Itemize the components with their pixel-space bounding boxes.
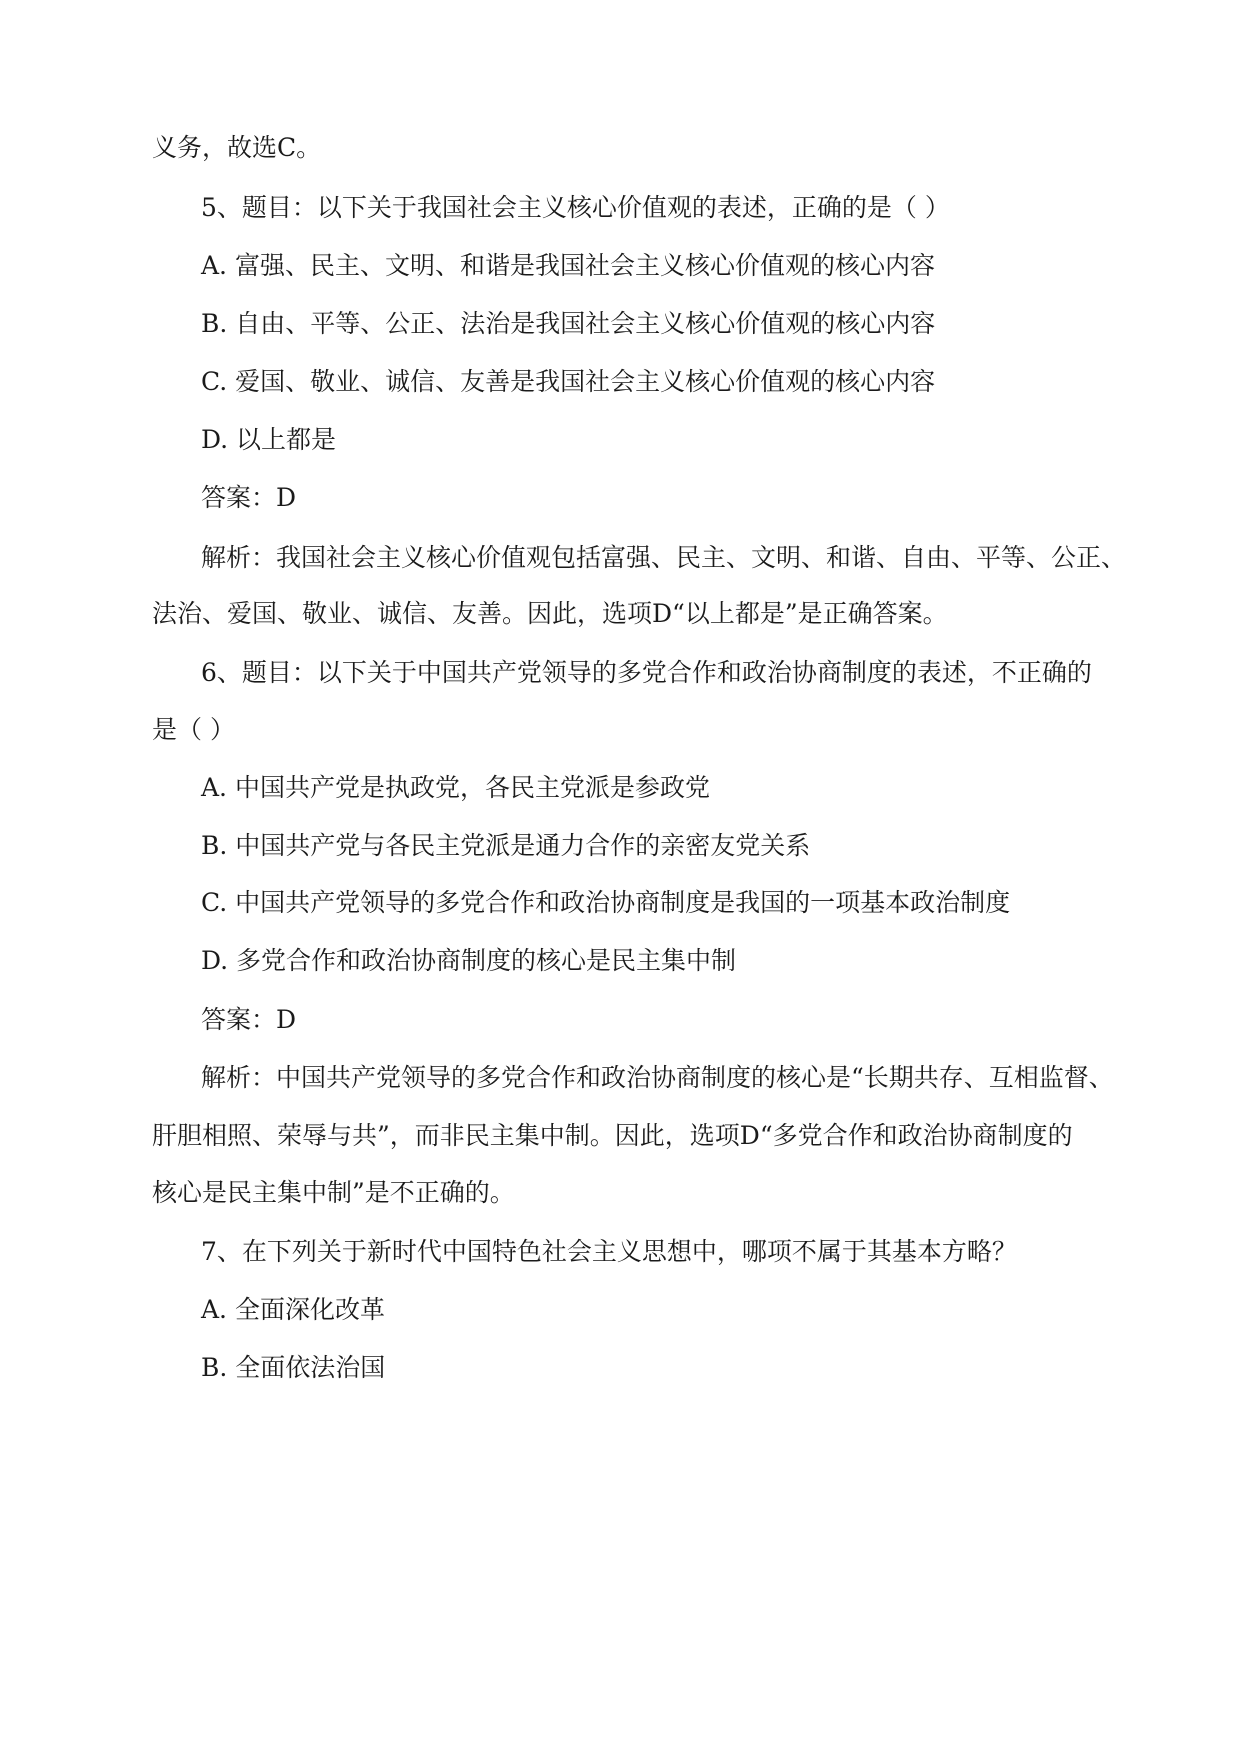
question-6-explanation-line-3: 核心是民主集中制”是不正确的。 (152, 1178, 515, 1207)
question-6-option-c: C. 中国共产党领导的多党合作和政治协商制度是我国的一项基本政治制度 (201, 888, 1011, 917)
question-5-option-b: B. 自由、平等、公正、法治是我国社会主义核心价值观的核心内容 (201, 309, 936, 338)
question-6-option-b: B. 中国共产党与各民主党派是通力合作的亲密友党关系 (201, 831, 811, 860)
question-5-explanation-line-1: 解析：我国社会主义核心价值观包括富强、民主、文明、和谐、自由、平等、公正、 (201, 543, 1127, 572)
question-6-answer: 答案：D (201, 1005, 297, 1034)
question-7-stem: 7、在下列关于新时代中国特色社会主义思想中，哪项不属于其基本方略？ (201, 1237, 1017, 1266)
question-6-option-a: A. 中国共产党是执政党，各民主党派是参政党 (201, 773, 710, 802)
question-6-option-d: D. 多党合作和政治协商制度的核心是民主集中制 (201, 946, 737, 975)
question-5-option-a: A. 富强、民主、文明、和谐是我国社会主义核心价值观的核心内容 (201, 251, 935, 280)
question-5-answer: 答案：D (201, 483, 297, 512)
question-7-option-b: B. 全面依法治国 (201, 1353, 386, 1382)
question-6-explanation-line-2: 肝胆相照、荣辱与共”，而非民主集中制。因此，选项D“多党合作和政治协商制度的 (152, 1121, 1073, 1150)
question-5-option-c: C. 爱国、敬业、诚信、友善是我国社会主义核心价值观的核心内容 (201, 367, 936, 396)
question-5-stem: 5、题目：以下关于我国社会主义核心价值观的表述，正确的是（ ） (201, 193, 950, 222)
question-6-stem-line-1: 6、题目：以下关于中国共产党领导的多党合作和政治协商制度的表述，不正确的 (201, 658, 1092, 687)
question-5-explanation-line-2: 法治、爱国、敬业、诚信、友善。因此，选项D“以上都是”是正确答案。 (152, 599, 948, 628)
question-7-option-a: A. 全面深化改革 (201, 1295, 385, 1324)
text-line-continuation: 义务，故选C。 (152, 133, 322, 162)
question-6-explanation-line-1: 解析：中国共产党领导的多党合作和政治协商制度的核心是“长期共存、互相监督、 (201, 1063, 1114, 1092)
question-6-stem-line-2: 是（ ） (152, 715, 235, 744)
question-5-option-d: D. 以上都是 (201, 425, 337, 454)
